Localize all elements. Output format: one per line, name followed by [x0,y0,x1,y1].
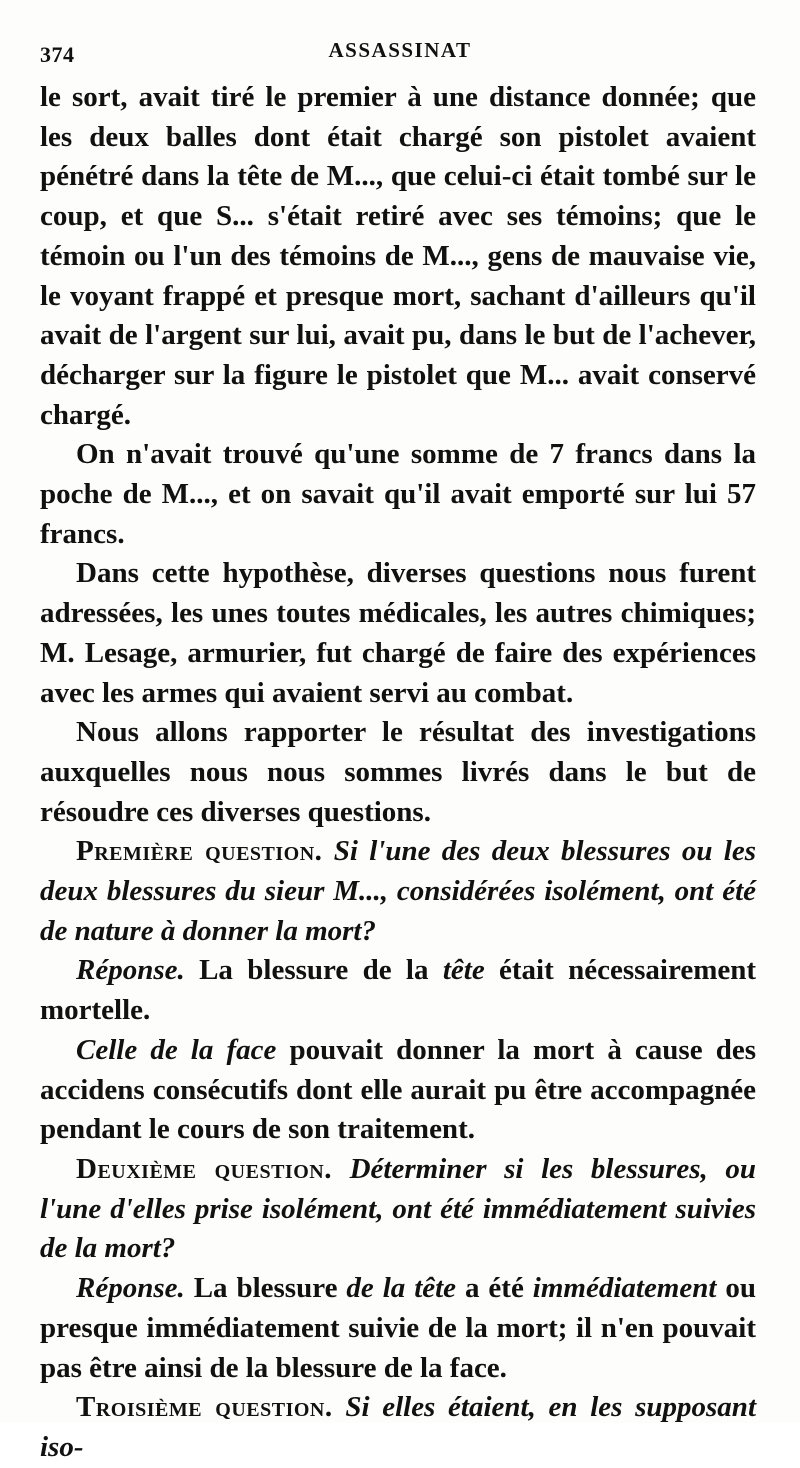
running-head: ASSASSINAT [328,38,472,62]
answer-label: Réponse. [76,1272,185,1305]
page-number: 374 [40,42,75,67]
question-text: Déterminer si les blessures, ou l'une d'elles prise isolément, ont été immédiatement suivies de la mort? [40,1152,756,1265]
question-label: Deuxième question. [76,1152,332,1185]
question-text: Si elles étaient, en les supposant iso- [40,1391,756,1463]
question-paragraph [40,832,756,951]
answer-paragraph [40,951,756,1030]
paragraph-emphasis: Celle de la face [76,1033,277,1066]
paragraph: On n'avait trouvé qu'une somme de 7 francs dans la poche de M..., et on savait qu'il avait emporté sur lui 57 francs. [40,438,756,550]
body-text [40,78,756,1468]
paragraph-text: pouvait donner la mort à cause des accidens consécutifs dont elle aurait pu être accompagnée pendant le cours de son traitement. [40,1033,756,1146]
answer-emphasis: immédiatement [532,1272,717,1305]
paragraph [40,1031,756,1150]
answer-text: ou presque immédiatement suivie de la mort; il n'en pouvait pas être ainsi de la blessure de la face. [40,1272,757,1384]
question-label: Troisième question. [76,1391,333,1424]
page-header [40,32,760,72]
question-label: Première question. [76,835,323,868]
question-paragraph [40,1150,756,1269]
question-text: Si l'une des deux blessures ou les deux blessures du sieur M..., considérées isolément, ont été de nature à donner la mort? [40,835,756,947]
answer-paragraph [40,1269,756,1388]
paragraph: Nous allons rapporter le résultat des investigations auxquelles nous nous sommes livrés dans le but de résoudre ces diverses questions. [40,716,756,828]
paragraph-continued: le sort, avait tiré le premier à une distance donnée; que les deux balles dont était chargé son pistolet avaient pénétré dans la tête de M..., que celui-ci était tombé sur le coup, et que S... s'était retiré avec ses témoins; que le témoin ou l'un des témoins de M..., gens de mauvaise vie, le voyant frappé et presque mort, sachant d'ailleurs qu'il avait de l'argent sur lui, avait pu, dans le but de l'achever, décharger sur la figure le pistolet que M... avait conservé chargé. [40,81,756,431]
question-paragraph [40,1388,756,1467]
answer-emphasis: de la tête [346,1272,457,1305]
answer-label: Réponse. [76,954,185,987]
answer-emphasis: tête [442,954,485,987]
answer-text: était nécessairement mortelle. [40,954,757,1027]
answer-text: La blessure de la [199,954,429,987]
answer-text: La blessure [193,1272,338,1305]
answer-text: a été [465,1272,524,1305]
paragraph: Dans cette hypothèse, diverses questions nous furent adressées, les unes toutes médicales, les autres chimiques; M. Lesage, armurier, fut chargé de faire des expériences avec les armes qui avaient servi au combat. [40,557,756,709]
